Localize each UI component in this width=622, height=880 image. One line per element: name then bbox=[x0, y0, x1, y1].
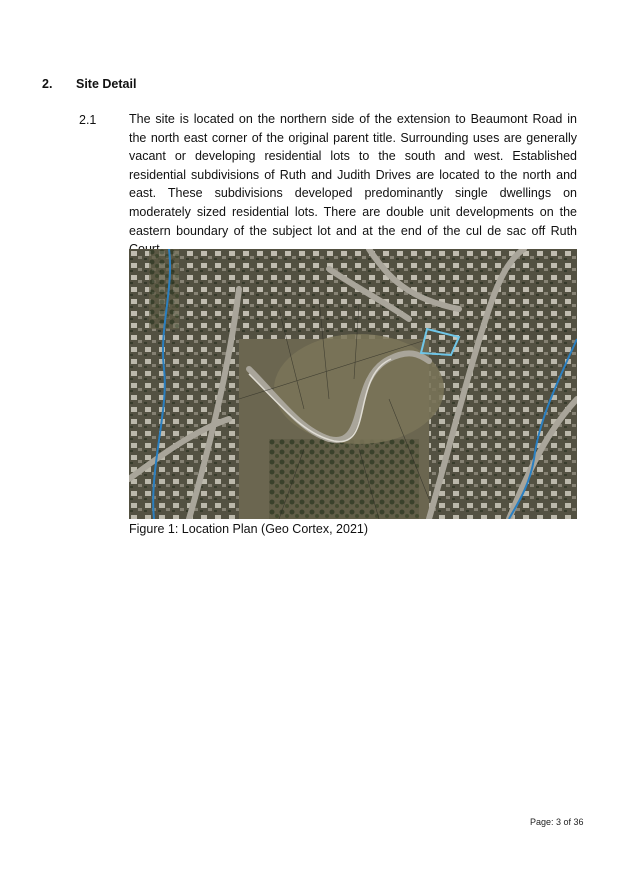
paragraph-number: 2.1 bbox=[79, 113, 97, 127]
page-number: Page: 3 of 36 bbox=[530, 817, 584, 827]
aerial-map bbox=[129, 249, 577, 519]
location-plan-aerial-image bbox=[129, 249, 577, 519]
paragraph-text: The site is located on the northern side of the extension to Beaumont Road in the north east corner of the original parent title. Surrounding uses are generally vacant or developing residential lots to the south and west. Established residential subdivisions of Ruth and Judith Drives are located to the north and east. These subdivisions developed predominantly single dwellings on moderately sized residential lots. There are double unit developments on the eastern boundary of the subject lot and at the end of the cul de sac off Ruth bbox=[129, 112, 577, 238]
section-number: 2. bbox=[42, 77, 53, 91]
figure-caption: Figure 1: Location Plan (Geo Cortex, 2021) bbox=[129, 522, 369, 536]
section-title: Site Detail bbox=[76, 77, 137, 91]
